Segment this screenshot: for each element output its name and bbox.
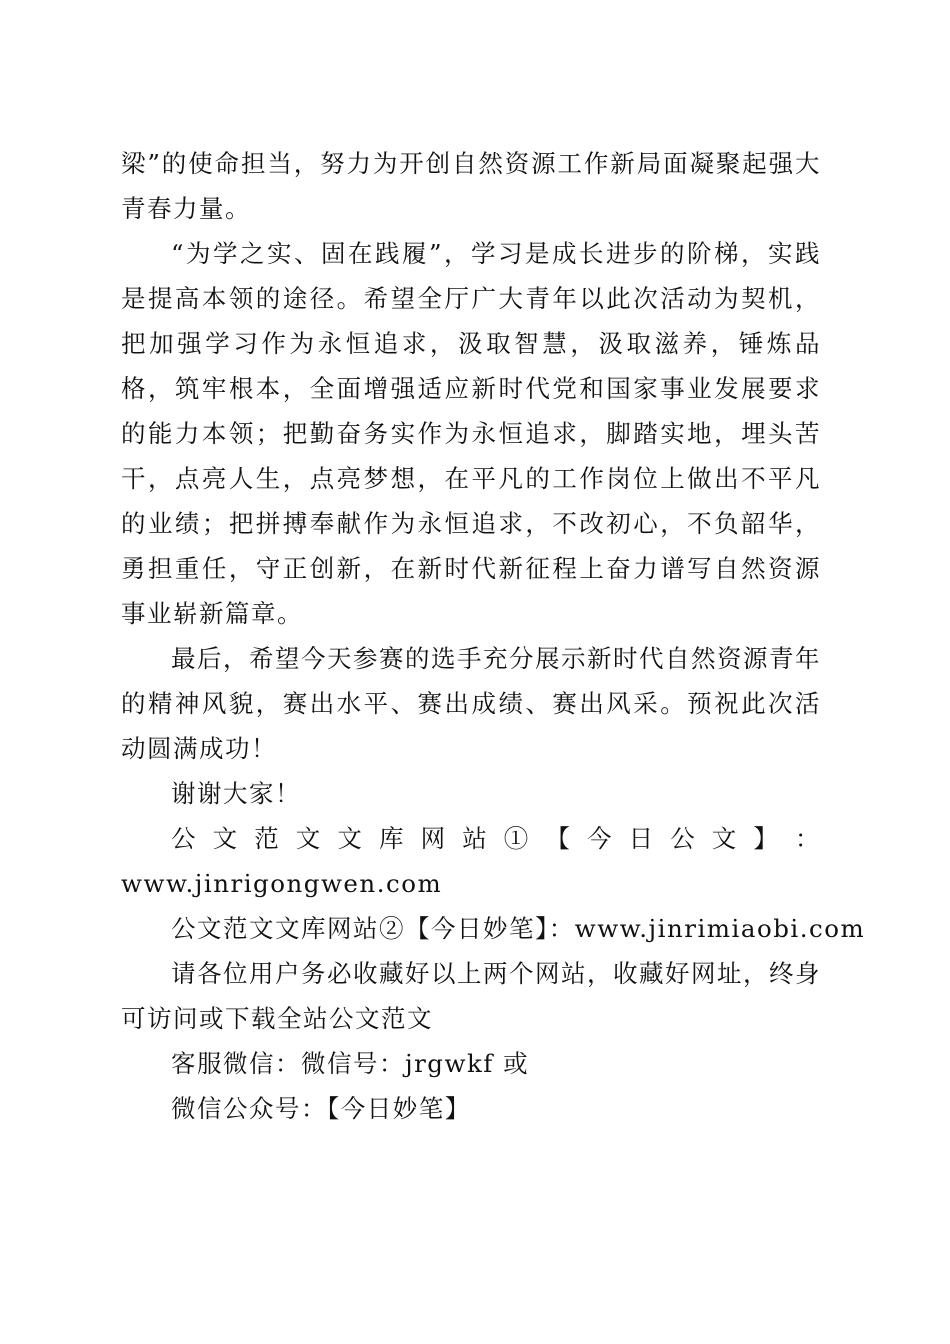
- document-body: [121, 141, 866, 1131]
- paragraph-study-practice: “为学之实、固在践履”，学习是成长进步的阶梯，实践是提高本领的途径。希望全厅广大青年以此次活动为契机，把加强学习作为永恒追求，汲取智慧，汲取滋养，锤炼品格，筑牢根本，全面增强适应新时代党和国家事业发展要求的能力本领；把勤奋务实作为永恒追求，脚踏实地，埋头苦干，点亮人生，点亮梦想，在平凡的工作岗位上做出不平凡的业绩；把拼搏奉献作为永恒追求，不改初心，不负韶华，勇担重任，守正创新，在新时代新征程上奋力谱写自然资源事业崭新篇章。: [121, 239, 821, 628]
- footer-site2: 公文范文文库网站②【今日妙笔】：www.jinrimiaobi.com: [171, 914, 866, 943]
- footer-wechat-official: 微信公众号：【今日妙笔】: [171, 1094, 471, 1123]
- paragraph-thanks: 谢谢大家！: [171, 779, 301, 808]
- paragraph-continuation: 梁”的使命担当，努力为开创自然资源工作新局面凝聚起强大青春力量。: [121, 149, 821, 223]
- footer-wechat-service: 客服微信：微信号：jrgwkf 或: [171, 1049, 530, 1078]
- footer-site1-url: www.jinrigongwen.com: [121, 869, 443, 898]
- footer-site1-label: 公 文 范 文 文 库 网 站 ① 【 今 日 公 文 】 ：: [171, 824, 821, 853]
- paragraph-closing-wishes: 最后，希望今天参赛的选手充分展示新时代自然资源青年的精神风貌，赛出水平、赛出成绩、赛出风采。预祝此次活动圆满成功！: [121, 644, 821, 763]
- footer-notice: 请各位用户务必收藏好以上两个网站，收藏好网址，终身可访问或下载全站公文范文: [121, 959, 821, 1033]
